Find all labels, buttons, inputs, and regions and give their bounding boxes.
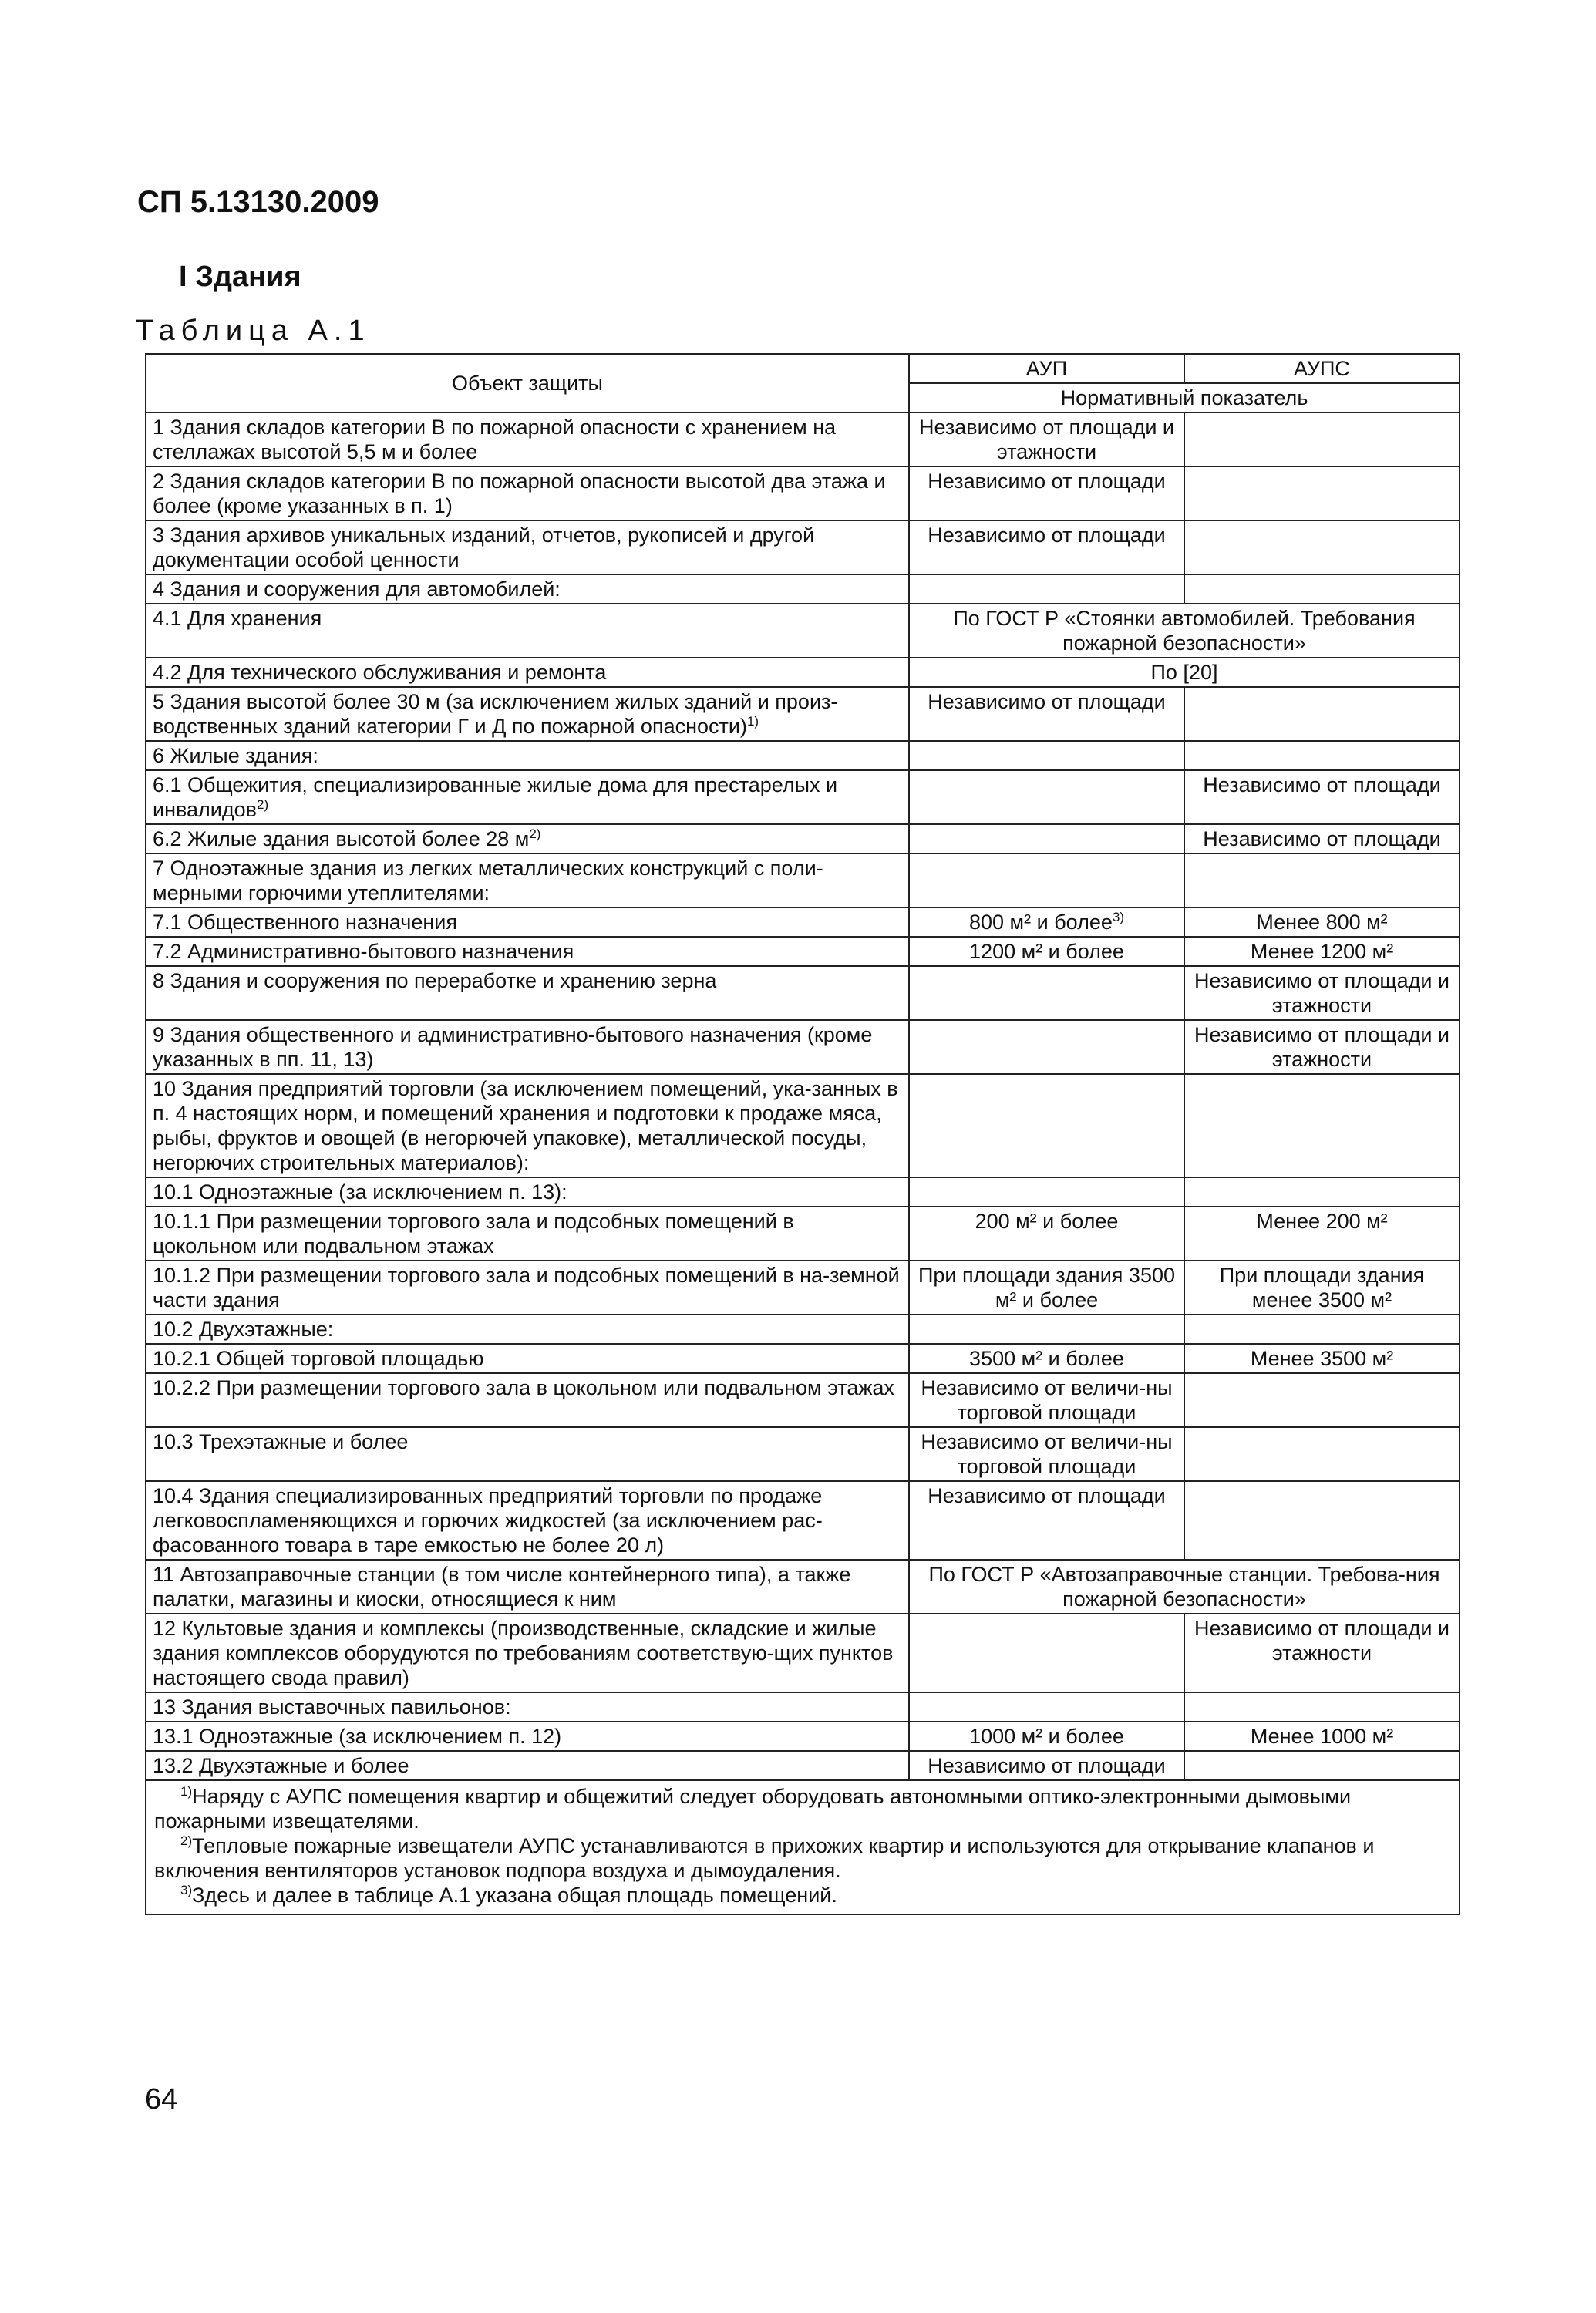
row-object-cell [146,574,909,604]
row-aup-text: Независимо от площади и этажности [918,416,1175,463]
table-row [146,741,1460,770]
row-aup-cell [909,1177,1184,1207]
row-aups-cell [1184,1427,1460,1481]
column-header-aups: АУПС [1184,354,1460,383]
row-object-cell [146,687,909,741]
row-aups-cell [1184,741,1460,770]
row-aups-cell [1184,1177,1460,1207]
table-row [146,1614,1460,1692]
section-title: I Здания [179,261,301,293]
row-aup-text: 200 м² и более [975,1210,1119,1233]
row-aup-cell [909,1614,1184,1692]
table-row [146,824,1460,853]
row-object-cell [146,1751,909,1780]
row-object-text: 5 Здания высотой более 30 м (за исключением жилых зданий и произ-водственных зданий категории Г и Д по пожарной опасности) [153,690,838,738]
row-aup-cell [909,1481,1184,1560]
footnote-mark: 2) [180,1833,193,1848]
row-aups-cell [1184,574,1460,604]
page-number: 64 [145,2083,178,2116]
row-aup-cell [909,1722,1184,1751]
row-object-cell [146,1373,909,1427]
footnote-ref: 3) [1112,910,1124,924]
table-row [146,1020,1460,1074]
row-aups-cell: При площади здания менее 3500 м² [1184,1261,1460,1315]
row-object-text: 7.1 Общественного назначения [153,911,457,934]
table-row [146,937,1460,966]
table-notes [146,1780,1460,1914]
row-object-cell [146,966,909,1020]
table-row [146,520,1460,574]
footnote-mark: 1) [180,1784,193,1799]
row-object-cell [146,907,909,937]
row-shared-requirement: По ГОСТ Р «Автозаправочные станции. Требова-ния пожарной безопасности» [909,1560,1460,1614]
row-aup-cell [909,1315,1184,1344]
table-row [146,1207,1460,1261]
row-aup-cell [909,466,1184,520]
row-aups-cell: Менее 1200 м² [1184,937,1460,966]
row-object-text: 6.1 Общежития, специализированные жилые дома для престарелых и инвалидов [153,773,838,821]
column-header-object: Объект защиты [146,354,909,412]
row-aup-text: Независимо от площади [928,1754,1166,1777]
row-object-text: 8 Здания и сооружения по переработке и хранению зерна [153,969,717,992]
row-aup-cell [909,907,1184,937]
row-aup-cell [909,770,1184,824]
row-aups-cell: Независимо от площади и этажности [1184,1020,1460,1074]
row-aups-cell [1184,1074,1460,1177]
table-row [146,1560,1460,1614]
footnote-text: Тепловые пожарные извещатели АУПС устанавливаются в прихожих квартир и используются для открывание клапанов и включения вентиляторов установок подпора воздуха и дымоудаления. [154,1834,1375,1882]
footnote [154,1784,1451,1833]
table-row [146,1427,1460,1481]
table-row [146,604,1460,658]
row-object-text: 10.1.1 При размещении торгового зала и подсобных помещений в цокольном или подвальном этажах [153,1210,794,1258]
table-row [146,1261,1460,1315]
row-aup-text: Независимо от площади [928,1484,1166,1507]
row-object-text: 9 Здания общественного и административно-бытового назначения (кроме указанных в пп. 11, 13) [153,1023,873,1071]
row-object-text: 13 Здания выставочных павильонов: [153,1695,511,1719]
table-row [146,687,1460,741]
row-aup-cell [909,520,1184,574]
table-row [146,574,1460,604]
table-row [146,1177,1460,1207]
row-object-text: 13.1 Одноэтажные (за исключением п. 12) [153,1725,562,1748]
row-aup-text: Независимо от величи-ны торговой площади [921,1376,1173,1424]
row-object-text: 10.2.2 При размещении торгового зала в цокольном или подвальном этажах [153,1376,894,1399]
row-aup-text: При площади здания 3500 м² и более [918,1264,1175,1311]
table-row [146,1481,1460,1560]
row-object-text: 10.2 Двухэтажные: [153,1318,334,1341]
table-row [146,658,1460,687]
row-aup-cell [909,966,1184,1020]
row-object-text: 10.2.1 Общей торговой площадью [153,1347,484,1370]
row-object-cell [146,658,909,687]
row-object-cell [146,1692,909,1722]
row-aup-text: 3500 м² и более [969,1347,1124,1370]
row-object-cell [146,520,909,574]
table-notes-row [146,1780,1460,1914]
row-aup-cell [909,1427,1184,1481]
table-row [146,1722,1460,1751]
row-object-cell [146,853,909,907]
row-object-text: 10.1.2 При размещении торгового зала и подсобных помещений в на-земной части здания [153,1264,900,1311]
row-aup-cell [909,1207,1184,1261]
row-aup-cell [909,1692,1184,1722]
row-aups-cell: Менее 200 м² [1184,1207,1460,1261]
row-object-text: 10.4 Здания специализированных предприятий торговли по продаже легковоспламеняющихся и горючих жидкостей (за исключением рас-фасованного товара в таре емкостью не более 20 л) [153,1484,823,1557]
row-aups-cell: Менее 800 м² [1184,907,1460,937]
row-aup-cell [909,741,1184,770]
table-row [146,966,1460,1020]
row-object-text: 11 Автозаправочные станции (в том числе контейнерного типа), а также палатки, магазины и киоски, относящиеся к ним [153,1563,851,1611]
table-row [146,1751,1460,1780]
row-object-text: 10.3 Трехэтажные и более [153,1430,409,1453]
row-object-text: 13.2 Двухэтажные и более [153,1754,409,1777]
row-object-cell [146,741,909,770]
row-object-cell [146,1207,909,1261]
row-aup-text: 1000 м² и более [969,1725,1124,1748]
footnote [154,1833,1451,1883]
footnote-ref: 2) [257,797,269,812]
row-aup-text: 800 м² и более [969,911,1113,934]
row-object-cell [146,1261,909,1315]
table-row [146,1315,1460,1344]
row-aups-cell [1184,1751,1460,1780]
row-aups-cell: Независимо от площади и этажности [1184,1614,1460,1692]
row-aups-cell: Независимо от площади и этажности [1184,966,1460,1020]
table-row [146,770,1460,824]
table-row [146,466,1460,520]
row-aups-cell [1184,412,1460,466]
row-object-cell [146,824,909,853]
row-aup-cell [909,1074,1184,1177]
column-header-aup: АУП [909,354,1184,383]
row-object-text: 6.2 Жилые здания высотой более 28 м [153,827,530,850]
footnote-ref: 1) [746,714,759,729]
table-row [146,907,1460,937]
row-aup-text: 1200 м² и более [969,940,1124,963]
row-aups-cell: Менее 1000 м² [1184,1722,1460,1751]
table-row [146,1344,1460,1373]
row-object-text: 4.2 Для технического обслуживания и ремонта [153,661,607,684]
row-aup-cell [909,1373,1184,1427]
footnote [154,1883,1451,1907]
table-header-row [146,354,1460,383]
row-object-text: 3 Здания архивов уникальных изданий, отчетов, рукописей и другой документации особой ценности [153,524,815,571]
table-row [146,1074,1460,1177]
footnote-text: Здесь и далее в таблице А.1 указана общая площадь помещений. [192,1884,837,1907]
row-aup-cell [909,687,1184,741]
row-object-cell [146,1074,909,1177]
row-aups-cell: Менее 3500 м² [1184,1344,1460,1373]
row-aup-cell [909,937,1184,966]
row-object-cell [146,412,909,466]
row-aups-cell [1184,1315,1460,1344]
row-object-cell [146,1177,909,1207]
row-object-cell [146,1722,909,1751]
row-object-cell [146,770,909,824]
row-aup-text: Независимо от величи-ны торговой площади [921,1430,1173,1478]
row-aups-cell [1184,520,1460,574]
row-aups-cell [1184,466,1460,520]
row-aup-text: Независимо от площади [928,524,1166,547]
row-object-cell [146,466,909,520]
table-row [146,1373,1460,1427]
row-aups-cell [1184,1481,1460,1560]
row-object-cell [146,1315,909,1344]
row-object-text: 12 Культовые здания и комплексы (производственные, складские и жилые здания комплексов оборудуются по требованиям соответствую-щих пунктов настоящего свода правил) [153,1617,894,1689]
row-object-cell [146,1560,909,1614]
row-aup-text: Независимо от площади [928,690,1166,713]
row-object-cell [146,1020,909,1074]
row-aup-cell [909,853,1184,907]
row-aup-cell [909,1261,1184,1315]
row-object-text: 1 Здания складов категории В по пожарной опасности с хранением на стеллажах высотой 5,5 м и более [153,416,837,463]
row-aup-cell [909,824,1184,853]
row-shared-requirement: По ГОСТ Р «Стоянки автомобилей. Требования пожарной безопасности» [909,604,1460,658]
footnote-ref: 2) [529,827,541,841]
row-aup-text: Независимо от площади [928,470,1166,493]
row-aup-cell [909,1751,1184,1780]
row-aups-cell [1184,1373,1460,1427]
row-aups-cell [1184,687,1460,741]
document-code: СП 5.13130.2009 [137,185,379,219]
row-aup-cell [909,1344,1184,1373]
row-object-cell [146,604,909,658]
table-row [146,853,1460,907]
footnote-mark: 3) [180,1883,193,1897]
row-aups-cell: Независимо от площади [1184,770,1460,824]
row-object-text: 6 Жилые здания: [153,744,318,767]
table-caption: Таблица А.1 [136,315,371,347]
row-object-cell [146,1427,909,1481]
row-object-text: 7 Одноэтажные здания из легких металлических конструкций с поли-мерными горючими утеплителями: [153,857,823,904]
footnote-text: Наряду с АУПС помещения квартир и общежитий следует оборудовать автономными оптико-электронными дымовыми пожарными извещателями. [154,1785,1352,1833]
row-aups-cell [1184,1692,1460,1722]
row-object-text: 10.1 Одноэтажные (за исключением п. 13): [153,1180,567,1204]
row-object-text: 10 Здания предприятий торговли (за исключением помещений, ука-занных в п. 4 настоящих норм, и помещений хранения и подготовки к продаже мяса, рыбы, фруктов и овощей (в негорючей упаковке), металлической посуды, негорючих строительных материалов): [153,1077,898,1174]
row-shared-requirement: По [20] [909,658,1460,687]
row-aup-cell [909,412,1184,466]
row-object-text: 4 Здания и сооружения для автомобилей: [153,577,561,601]
row-object-cell [146,1481,909,1560]
row-object-text: 4.1 Для хранения [153,607,322,630]
table-row [146,1692,1460,1722]
row-object-cell [146,937,909,966]
row-aups-cell: Независимо от площади [1184,824,1460,853]
requirements-table [145,353,1460,1915]
row-object-text: 7.2 Административно-бытового назначения [153,940,574,963]
row-aups-cell [1184,853,1460,907]
row-object-cell [146,1344,909,1373]
table-row [146,412,1460,466]
row-object-text: 2 Здания складов категории В по пожарной опасности высотой два этажа и более (кроме указанных в п. 1) [153,470,886,517]
column-header-normative: Нормативный показатель [909,383,1460,412]
row-aup-cell [909,1020,1184,1074]
row-object-cell [146,1614,909,1692]
row-aup-cell [909,574,1184,604]
